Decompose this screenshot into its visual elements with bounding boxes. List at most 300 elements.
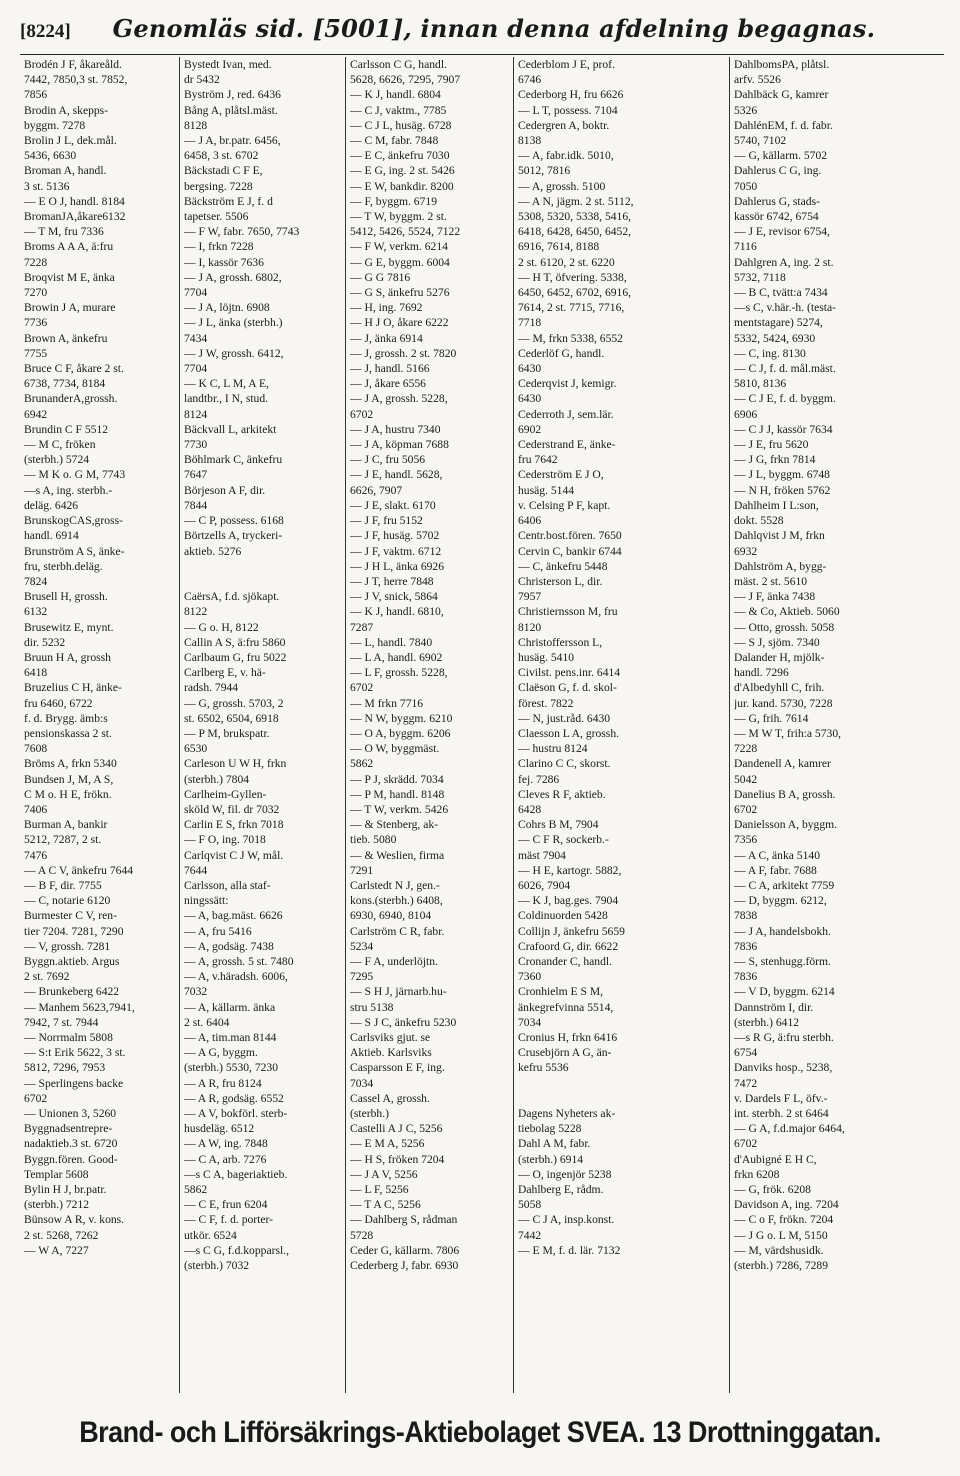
directory-entry: Dahlheim I L:son, — [734, 498, 819, 512]
directory-entry: —s A, ing. sterbh.- — [24, 483, 113, 497]
directory-entry: Broman A, handl. — [24, 164, 107, 178]
directory-entry: 5812, 7296, 7953 — [24, 1061, 106, 1075]
directory-entry: — B C, tvätt:a 7434 — [734, 286, 828, 300]
directory-entry: Dagens Nyheters ak- — [518, 1107, 616, 1121]
directory-entry: — V, grossh. 7281 — [24, 939, 111, 953]
directory-entry: — J, åkare 6556 — [350, 377, 426, 391]
directory-entry: stru 5138 — [350, 1000, 394, 1014]
directory-entry: 7228 — [734, 742, 758, 756]
directory-entry: 6418, 6428, 6450, 6452, — [518, 225, 632, 239]
directory-entry: — E M, f. d. lär. 7132 — [518, 1243, 621, 1257]
directory-entry: — G, källarm. 5702 — [734, 149, 828, 163]
directory-entry: — H S, fröken 7204 — [350, 1152, 445, 1166]
directory-entry: mäst. 2 st. 5610 — [734, 574, 808, 588]
directory-entry: — K C, L M, A E, — [184, 377, 269, 391]
directory-entry: Carlström C R, fabr. — [350, 924, 445, 938]
directory-entry: Cervin C, bankir 6744 — [518, 544, 622, 558]
directory-entry: — P M, handl. 8148 — [350, 787, 445, 801]
directory-entry: — C o F, frökn. 7204 — [734, 1213, 834, 1227]
directory-entry — [518, 1091, 726, 1106]
directory-entry: — G E, byggm. 6004 — [350, 255, 450, 269]
directory-entry: Crusebjörn A G, än- — [518, 1046, 612, 1060]
directory-entry: deläg. 6426 — [24, 498, 79, 512]
directory-entry: Cronius H, frkn 6416 — [518, 1031, 618, 1044]
directory-entry: —s C G, f.d.kopparsl., — [184, 1243, 289, 1257]
directory-entry: Davidson A, ing. 7204 — [734, 1198, 839, 1212]
directory-entry: husdeläg. 6512 — [184, 1122, 255, 1136]
directory-entry: Bruce C F, åkare 2 st. — [24, 362, 124, 376]
directory-entry: — F A, underlöjtn. — [350, 954, 438, 968]
directory-entry: — C J L, husäg. 6728 — [350, 118, 452, 132]
directory-entry: — C J E, f. d. byggm. — [734, 392, 836, 406]
directory-entry: landtbr., I N, stud. — [184, 392, 269, 406]
directory-entry: 8138 — [518, 134, 542, 148]
directory-entry: — T M, fru 7336 — [24, 225, 104, 239]
directory-entry: — J F, husäg. 5702 — [350, 529, 440, 543]
directory-entry: — A, godsäg. 7438 — [184, 939, 274, 953]
directory-entry: 7270 — [24, 286, 48, 300]
directory-entry: 7442 — [518, 1228, 542, 1242]
directory-entry: — G, frih. 7614 — [734, 711, 809, 725]
directory-entry: 7838 — [734, 909, 758, 923]
directory-entry: — G G 7816 — [350, 270, 411, 284]
directory-entry: byggm. 7278 — [24, 118, 86, 132]
directory-entry: — O A, byggm. 6206 — [350, 726, 451, 740]
directory-entry: — G, frök. 6208 — [734, 1183, 811, 1197]
directory-entry: Dahlerus G, stads- — [734, 194, 820, 208]
directory-entry: — L A, handl. 6902 — [350, 650, 443, 664]
directory-entry: 5862 — [184, 1183, 208, 1197]
directory-entry: Cederberg J, fabr. 6930 — [350, 1259, 459, 1273]
directory-entry: bergsing. 7228 — [184, 179, 253, 193]
directory-entry: — J A, löjtn. 6908 — [184, 301, 270, 315]
directory-entry: — A, grossh. 5100 — [518, 179, 606, 193]
directory-entry: nadaktieb.3 st. 6720 — [24, 1137, 118, 1151]
directory-entry: — F O, ing. 7018 — [184, 833, 266, 847]
directory-entry: 3 st. 5136 — [24, 179, 70, 193]
directory-entry: tapetser. 5506 — [184, 210, 249, 224]
directory-entry: 5732, 7118 — [734, 270, 786, 284]
directory-entry: — A, tim.man 8144 — [184, 1031, 277, 1044]
directory-entry: 7755 — [24, 346, 48, 360]
directory-entry: 5862 — [350, 757, 374, 771]
directory-entry: 7836 — [734, 970, 758, 984]
directory-entry: — C, ing. 8130 — [734, 346, 806, 360]
directory-entry: 2 st. 6404 — [184, 1015, 230, 1029]
directory-entry: Byggn.aktieb. Argus — [24, 954, 120, 968]
directory-entry: — A C, änka 5140 — [734, 848, 820, 862]
directory-entry: — A W, ing. 7848 — [184, 1137, 268, 1151]
directory-entry: — L F, grossh. 5228, — [350, 666, 448, 680]
directory-entry: — C M, fabr. 7848 — [350, 134, 439, 148]
directory-entry: Brodin A, skepps- — [24, 103, 109, 117]
directory-entry: — M W T, frih:a 5730, — [734, 726, 842, 740]
directory-entry: 6754 — [734, 1046, 758, 1060]
directory-entry: — O W, byggmäst. — [350, 742, 440, 756]
directory-entry: Cederroth J, sem.lär. — [518, 407, 614, 421]
directory-entry: — C, notarie 6120 — [24, 894, 111, 908]
directory-entry: — J H L, änka 6926 — [350, 559, 445, 573]
directory-entry: förest. 7822 — [518, 696, 574, 710]
directory-entry: mäst 7904 — [518, 848, 566, 862]
directory-entry: — C J, f. d. mål.mäst. — [734, 362, 836, 376]
directory-entry: Cederström E J O, — [518, 468, 604, 482]
directory-entry: 5058 — [518, 1198, 542, 1212]
directory-entry: Collijn J, änkefru 5659 — [518, 924, 625, 938]
directory-entry: — & Co, Aktieb. 5060 — [734, 605, 840, 619]
directory-entry: Danviks hosp., 5238, — [734, 1061, 833, 1075]
directory-entry: — J E, fru 5620 — [734, 438, 809, 452]
directory-entry: 8128 — [184, 118, 208, 132]
directory-entry: fru 6460, 6722 — [24, 696, 93, 710]
directory-entry: — hustru 8124 — [518, 742, 588, 756]
directory-entry: Carlin E S, frkn 7018 — [184, 818, 284, 832]
directory-entry: Byström J, red. 6436 — [184, 88, 281, 102]
directory-entry: 8120 — [518, 620, 542, 634]
directory-entry: — J V, snick, 5864 — [350, 590, 438, 604]
directory-entry: 7476 — [24, 848, 48, 862]
directory-entry: — N W, byggm. 6210 — [350, 711, 453, 725]
directory-entry: — F, byggm. 6719 — [350, 194, 437, 208]
directory-entry: — E G, ing. 2 st. 5426 — [350, 164, 455, 178]
directory-entry: — F W, fabr. 7650, 7743 — [184, 225, 300, 239]
directory-entry: Cronhielm E S M, — [518, 985, 604, 999]
directory-entry: — H J O, åkare 6222 — [350, 316, 449, 330]
directory-entry: kefru 5536 — [518, 1061, 569, 1075]
directory-entry: (sterbh.) 6412 — [734, 1015, 800, 1029]
directory-entry: (sterbh.) — [350, 1107, 389, 1121]
directory-entry: Casparsson E F, ing. — [350, 1061, 445, 1075]
directory-entry: Cederstrand E, änke- — [518, 438, 616, 452]
directory-entry: — J E, slakt. 6170 — [350, 498, 436, 512]
directory-entry: — Dahlberg S, rådman — [350, 1213, 458, 1227]
directory-entry: ningssätt: — [184, 894, 229, 908]
directory-entry: — J L, byggm. 6748 — [734, 468, 830, 482]
directory-entry: (sterbh.) 7804 — [184, 772, 250, 786]
directory-entry: Bruun H A, grossh — [24, 650, 111, 664]
directory-entry: — E W, bankdir. 8200 — [350, 179, 454, 193]
directory-entry: 6906 — [734, 407, 758, 421]
directory-entry: tieb. 5080 — [350, 833, 397, 847]
directory-entry: 6406 — [518, 514, 542, 528]
directory-entry: — S H J, järnarb.hu- — [350, 985, 447, 999]
directory-entry: 7608 — [24, 742, 48, 756]
directory-entry: — O, ingenjör 5238 — [518, 1167, 612, 1181]
directory-entry: Aktieb. Karlsviks — [350, 1046, 432, 1060]
directory-entry: — P M, brukspatr. — [184, 726, 270, 740]
directory-entry: aktieb. 5276 — [184, 544, 242, 558]
directory-entry: Byggn.fören. Good- — [24, 1152, 118, 1166]
directory-entry: — S:t Erik 5622, 3 st. — [24, 1046, 126, 1060]
directory-entry: Burmester C V, ren- — [24, 909, 117, 923]
directory-entry: — A V, bokförl. sterb- — [184, 1107, 288, 1121]
directory-entry: Coldinuorden 5428 — [518, 909, 608, 923]
directory-entry: d'Albedyhll C, frih. — [734, 681, 825, 695]
directory-entry: 7287 — [350, 620, 374, 634]
directory-entry: — C A, arb. 7276 — [184, 1152, 267, 1166]
directory-entry: Carleson U W H, frkn — [184, 757, 287, 771]
directory-entry: Bystedt Ivan, med. — [184, 58, 272, 71]
directory-entry: — K J, bag.ges. 7904 — [518, 894, 619, 908]
directory-entry: 7730 — [184, 438, 208, 452]
directory-entry: — A R, godsäg. 6552 — [184, 1091, 284, 1105]
directory-entry: 5308, 5320, 5338, 5416, — [518, 210, 632, 224]
directory-entry: 7291 — [350, 863, 374, 877]
directory-entry: husäg. 5410 — [518, 650, 575, 664]
directory-entry: — J E, revisor 6754, — [734, 225, 830, 239]
directory-entry: 6450, 6452, 6702, 6916, — [518, 286, 632, 300]
directory-entry: Dahlberg E, rådm. — [518, 1183, 604, 1197]
directory-entry: Dalander H, mjölk- — [734, 650, 825, 664]
directory-entry: 7032 — [184, 985, 208, 999]
directory-entry: —s C A, bageriaktieb. — [184, 1167, 288, 1181]
directory-entry: 7034 — [518, 1015, 542, 1029]
directory-entry: 6418 — [24, 666, 48, 680]
directory-entry: — Unionen 3, 5260 — [24, 1107, 117, 1121]
directory-entry: (sterbh.) 7286, 7289 — [734, 1259, 829, 1273]
directory-entry: Bäckvall L, arkitekt — [184, 422, 277, 436]
directory-entry: Brown A, änkefru — [24, 331, 108, 345]
directory-entry: 7034 — [350, 1076, 374, 1090]
directory-entry: — K J, handl. 6804 — [350, 88, 441, 102]
directory-entry: 5628, 6626, 7295, 7907 — [350, 73, 461, 87]
directory-entry: 7736 — [24, 316, 48, 330]
directory-entry: Christoffersson L, — [518, 635, 603, 649]
page-header — [20, 14, 944, 55]
directory-entry: kons.(sterbh.) 6408, — [350, 894, 443, 908]
directory-entry: — J L, änka (sterbh.) — [184, 316, 283, 330]
directory-entry: 6702 — [350, 407, 374, 421]
directory-entry: CaërsA, f.d. sjökapt. — [184, 590, 280, 604]
directory-entry: BrunskogCAS,gross- — [24, 514, 123, 528]
directory-entry: — L, handl. 7840 — [350, 635, 433, 649]
directory-entry: — M C, fröken — [24, 438, 96, 452]
directory-entry: — V D, byggm. 6214 — [734, 985, 835, 999]
directory-entry: — & Stenberg, ak- — [350, 818, 439, 832]
directory-entry: — J G, frkn 7814 — [734, 453, 816, 467]
directory-entry: — E M A, 5256 — [350, 1137, 425, 1151]
directory-entry: Brolin J L, dek.mål. — [24, 134, 117, 148]
directory-entry: 8122 — [184, 605, 208, 619]
directory-entry: Cassel A, grossh. — [350, 1091, 430, 1105]
directory-entry: fru 7642 — [518, 453, 558, 467]
directory-entry: änkegrefvinna 5514, — [518, 1000, 614, 1014]
directory-entry: 6738, 7734, 8184 — [24, 377, 106, 391]
directory-entry: — J F, vaktm. 6712 — [350, 544, 442, 558]
directory-entry: Böhlmark C, änkefru — [184, 453, 283, 467]
directory-entry: 7360 — [518, 970, 542, 984]
directory-entry: jur. kand. 5730, 7228 — [734, 696, 833, 710]
directory-entry: Cederborg H, fru 6626 — [518, 88, 624, 102]
directory-entry: v. Dardels F L, öfv.- — [734, 1091, 828, 1105]
directory-entry: Brunström A S, änke- — [24, 544, 125, 558]
column-5 — [730, 57, 944, 1393]
directory-entry: Castelli A J C, 5256 — [350, 1122, 443, 1136]
directory-entry: Burman A, bankir — [24, 818, 108, 832]
directory-entry: 6942 — [24, 407, 48, 421]
directory-entry: — I, kassör 7636 — [184, 255, 264, 269]
directory-entry: — E O J, handl. 8184 — [24, 194, 125, 208]
directory-entry: Bång A, plåtsl.mäst. — [184, 103, 278, 117]
directory-entry: — N, just.råd. 6430 — [518, 711, 611, 725]
directory-entry: Broqvist M E, änka — [24, 270, 115, 284]
directory-entry: — M frkn 7716 — [350, 696, 424, 710]
directory-entry: — A C V, änkefru 7644 — [24, 863, 134, 877]
directory-entry: Broms A A A, ä:fru — [24, 240, 114, 254]
directory-entry: — K J, handl. 6810, — [350, 605, 444, 619]
directory-entry: Dandenell A, kamrer — [734, 757, 831, 771]
directory-entry: Civilst. pens.inr. 6414 — [518, 666, 621, 680]
directory-entry: — H, ing. 7692 — [350, 301, 423, 315]
directory-entry: 5042 — [734, 772, 758, 786]
directory-entry: sköld W, fil. dr 7032 — [184, 802, 280, 816]
directory-entry: fej. 7286 — [518, 772, 560, 786]
directory-entry: — C, änkefru 5448 — [518, 559, 608, 573]
directory-entry: — J F, änka 7438 — [734, 590, 816, 604]
directory-entry: — T A C, 5256 — [350, 1198, 421, 1212]
directory-entry: — J, handl. 5166 — [350, 362, 430, 376]
directory-entry: Crafoord G, dir. 6622 — [518, 939, 619, 953]
directory-entry: Cleves R F, aktieb. — [518, 787, 606, 801]
directory-entry: Callin A S, ä:fru 5860 — [184, 635, 286, 649]
directory-entry: — Otto, grossh. 5058 — [734, 620, 835, 634]
directory-entry: Cedergren A, boktr. — [518, 118, 610, 132]
directory-entry: 7704 — [184, 286, 208, 300]
directory-entry: — C F R, sockerb.- — [518, 833, 609, 847]
directory-entry: 5326 — [734, 103, 758, 117]
directory-entry: 5212, 7287, 2 st. — [24, 833, 102, 847]
directory-entry: 7957 — [518, 590, 542, 604]
directory-entry: — Manhem 5623,7941, — [24, 1000, 135, 1014]
directory-entry — [518, 1076, 726, 1091]
directory-entry: 6932 — [734, 544, 758, 558]
directory-entry: Cronander C, handl. — [518, 954, 613, 968]
directory-entry: 7647 — [184, 468, 208, 482]
directory-entry: Cederblom J E, prof. — [518, 58, 615, 71]
directory-entry: 6702 — [24, 1091, 48, 1105]
directory-entry: 7116 — [734, 240, 757, 254]
directory-entry: utkör. 6524 — [184, 1228, 237, 1242]
directory-entry: — J, grossh. 2 st. 7820 — [350, 346, 457, 360]
directory-entry: Centr.bost.fören. 7650 — [518, 529, 622, 543]
directory-entry: Dahlgren A, ing. 2 st. — [734, 255, 834, 269]
directory-entry: — P J, skrädd. 7034 — [350, 772, 444, 786]
directory-entry: — M, värdshusidk. — [734, 1243, 824, 1257]
directory-entry: Carlsson C G, handl. — [350, 58, 447, 71]
directory-columns — [20, 57, 944, 1393]
directory-entry: — G S, änkefru 5276 — [350, 286, 450, 300]
directory-entry: — C J J, kassör 7634 — [734, 422, 833, 436]
column-3 — [346, 57, 514, 1393]
directory-entry: 7614, 2 st. 7715, 7716, — [518, 301, 625, 315]
directory-entry: 7356 — [734, 833, 758, 847]
directory-entry: Christerson L, dir. — [518, 574, 603, 588]
page-note: Genomläs sid. [5001], innan denna afdelning begagnas. — [112, 14, 876, 43]
directory-entry: 6626, 7907 — [350, 483, 403, 497]
directory-entry: 5332, 5424, 6930 — [734, 331, 816, 345]
directory-entry: (sterbh.) 7032 — [184, 1259, 250, 1273]
directory-entry: —s R G, ä:fru sterbh. — [734, 1031, 834, 1044]
directory-entry: C M o. H E, frökn. — [24, 787, 112, 801]
directory-entry: DahlénEM, f. d. fabr. — [734, 118, 833, 132]
directory-entry: dir. 5232 — [24, 635, 66, 649]
directory-entry: — A N, jägm. 2 st. 5112, — [518, 194, 634, 208]
directory-entry: Brusewitz E, mynt. — [24, 620, 114, 634]
directory-entry: d'Aubigné E H C, — [734, 1152, 817, 1166]
directory-entry: — F W, verkm. 6214 — [350, 240, 448, 254]
directory-entry: 2 st. 5268, 7262 — [24, 1228, 99, 1242]
directory-entry: Claesson L A, grossh. — [518, 726, 620, 740]
directory-entry: — J E, handl. 5628, — [350, 468, 443, 482]
directory-entry: 7836 — [734, 939, 758, 953]
directory-entry: 5436, 6630 — [24, 149, 77, 163]
directory-entry: husäg. 5144 — [518, 483, 575, 497]
directory-entry: — L T, possess. 7104 — [518, 103, 618, 117]
directory-entry: 7228 — [24, 255, 48, 269]
directory-entry: v. Celsing P F, kapt. — [518, 498, 611, 512]
directory-entry: 7434 — [184, 331, 208, 345]
directory-entry: arfv. 5526 — [734, 73, 781, 87]
directory-entry: 7406 — [24, 802, 48, 816]
directory-entry: 5810, 8136 — [734, 377, 787, 391]
directory-entry: —s C, v.här.-h. (testa- — [734, 301, 836, 315]
directory-entry: 7050 — [734, 179, 758, 193]
directory-entry: 6746 — [518, 73, 542, 87]
directory-entry: — A, bag.mäst. 6626 — [184, 909, 283, 923]
directory-entry: — J G o. L M, 5150 — [734, 1228, 828, 1242]
directory-entry: Cederlöf G, handl. — [518, 346, 605, 360]
directory-entry: — A, fru 5416 — [184, 924, 252, 938]
directory-entry: — & Weslien, firma — [350, 848, 445, 862]
directory-entry: 7844 — [184, 498, 208, 512]
directory-entry: 5012, 7816 — [518, 164, 571, 178]
directory-entry: Carlstedt N J, gen.- — [350, 878, 440, 892]
directory-entry: handl. 7296 — [734, 666, 789, 680]
directory-entry: — J A, köpman 7688 — [350, 438, 449, 452]
directory-entry: 7472 — [734, 1076, 758, 1090]
directory-entry: Templar 5608 — [24, 1167, 89, 1181]
directory-entry: — J A, grossh. 6802, — [184, 270, 282, 284]
directory-entry: — E C, änkefru 7030 — [350, 149, 450, 163]
directory-entry: Browin J A, murare — [24, 301, 116, 315]
directory-entry: (sterbh.) 5530, 7230 — [184, 1061, 279, 1075]
directory-entry: — J W, grossh. 6412, — [184, 346, 284, 360]
directory-entry: 7442, 7850,3 st. 7852, — [24, 73, 128, 87]
directory-entry: BromanJA,åkare6132 — [24, 210, 126, 224]
directory-entry: Danelius B A, grossh. — [734, 787, 836, 801]
directory-entry: — J A, handelsbokh. — [734, 924, 831, 938]
directory-entry: 6430 — [518, 362, 542, 376]
directory-entry: — A, källarm. änka — [184, 1000, 276, 1014]
directory-entry: Börtzells A, tryckeri- — [184, 529, 283, 543]
directory-entry: Bruzelius C H, änke- — [24, 681, 122, 695]
directory-entry: Dahlström A, bygg- — [734, 559, 827, 573]
directory-entry: — D, byggm. 6212, — [734, 894, 827, 908]
directory-entry: frkn 6208 — [734, 1167, 780, 1181]
directory-entry: 5728 — [350, 1228, 374, 1242]
directory-entry: int. sterbh. 2 st 6464 — [734, 1107, 829, 1121]
directory-entry: 6430 — [518, 392, 542, 406]
directory-entry: 5740, 7102 — [734, 134, 787, 148]
directory-entry: radsh. 7944 — [184, 681, 239, 695]
directory-entry: Carlsson, alla staf- — [184, 878, 271, 892]
directory-entry: Carlheim-Gyllen- — [184, 787, 267, 801]
directory-entry: 6930, 6940, 8104 — [350, 909, 432, 923]
directory-entry: 7856 — [24, 88, 48, 102]
column-1 — [20, 57, 180, 1393]
directory-entry: — A G, byggm. — [184, 1046, 258, 1060]
directory-entry: — A, v.häradsh. 6006, — [184, 970, 288, 984]
